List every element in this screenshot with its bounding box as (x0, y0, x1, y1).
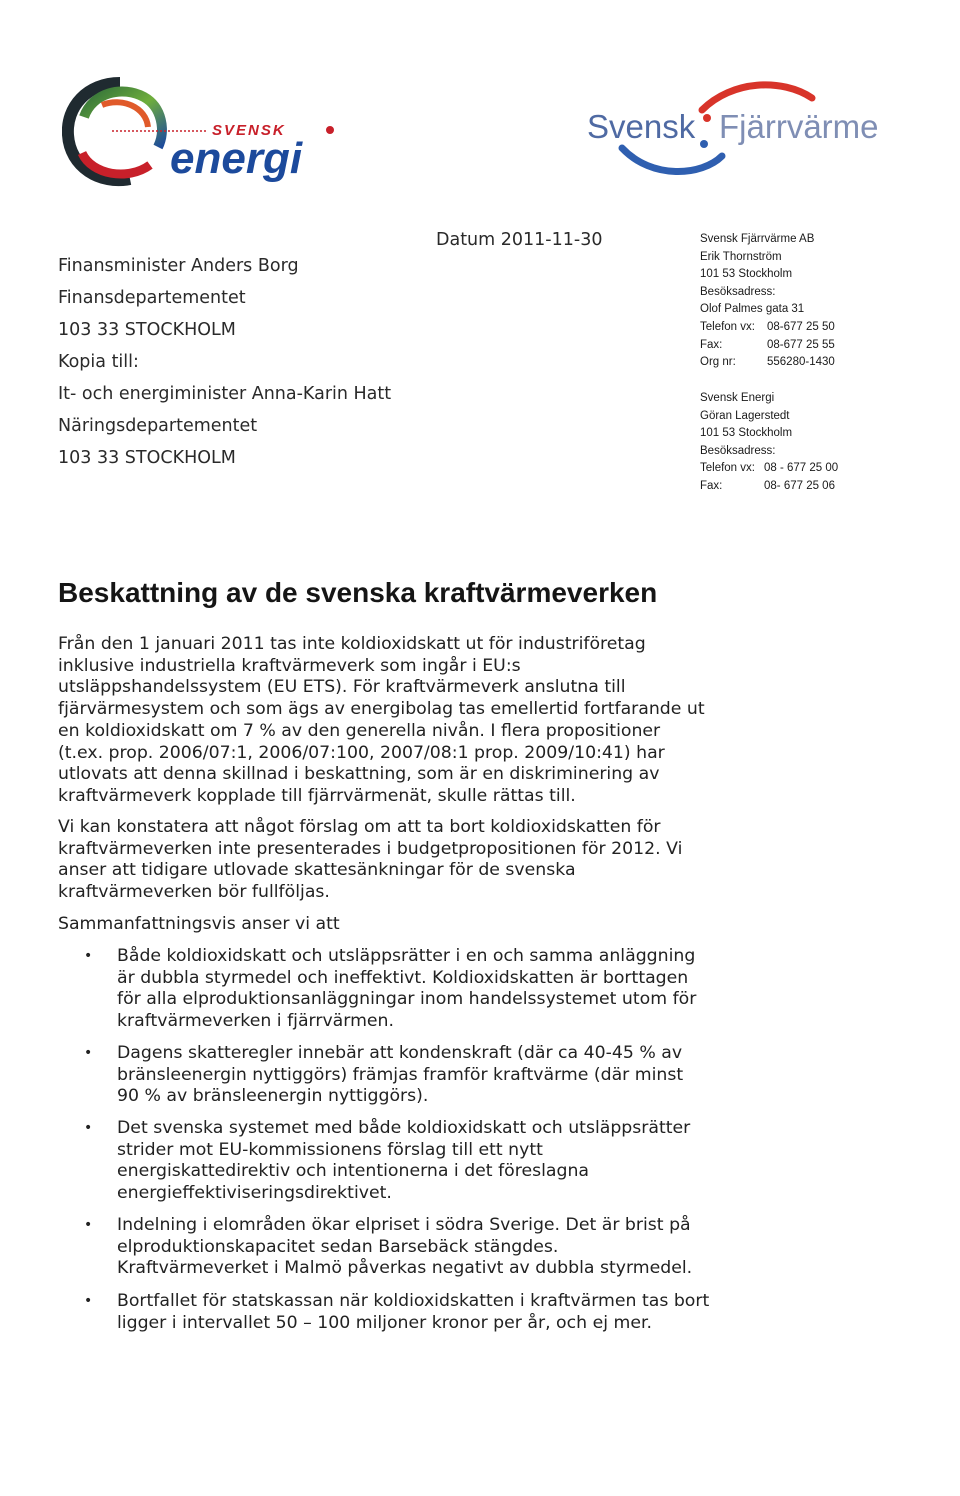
bullet-dot: • (84, 948, 93, 964)
bullet-line: kraftvärmeverken i fjärrvärmen. (117, 1011, 394, 1032)
paragraph-line: kraftvärmeverk kopplade till fjärrvärmenät, skulle rättas till. (58, 785, 576, 806)
logo-word-energi: energi (170, 134, 303, 183)
paragraph-line: kraftvärmeverken inte presenterades i budgetpropositionen för 2012. Vi (58, 838, 683, 859)
bullet-line: energiskattedirektiv och intentionerna i det föreslagna (117, 1161, 589, 1182)
paragraph-line: kraftvärmeverken bör fullföljas. (58, 882, 330, 903)
sender-fax-label: Fax: (700, 479, 723, 492)
recipient-line: Kopia till: (58, 352, 139, 372)
sender-postal: 101 53 Stockholm (700, 268, 793, 281)
sender-orgnr-label: Org nr: (700, 356, 736, 369)
sender-name: Göran Lagerstedt (700, 409, 790, 422)
recipient-line: 103 33 STOCKHOLM (58, 448, 236, 468)
recipient-line: Finansminister Anders Borg (58, 256, 299, 276)
paragraph-line: inklusive industriella kraftvärmeverk som ingår i EU:s (58, 655, 521, 676)
bullet-line: Kraftvärmeverket i Malmö påverkas negativt av dubbla styrmedel. (117, 1258, 693, 1279)
recipient-line: Näringsdepartementet (58, 416, 258, 436)
bullet-line: Det svenska systemet med både koldioxidskatt och utsläppsrätter (117, 1118, 691, 1138)
recipient-address (58, 250, 391, 474)
sender-orgnr: 556280-1430 (767, 356, 835, 369)
paragraph-line: anser att tidigare utlovade skattesänkningar för de svenska (58, 860, 576, 881)
paragraph-line: (t.ex. prop. 2006/07:1, 2006/07:100, 2007/08:1 prop. 2009/10:41) har (58, 742, 665, 763)
paragraph-line: en koldioxidskatt om 7 % av den generella nivån. I flera propositioner (58, 720, 661, 741)
recipient-line: 103 33 STOCKHOLM (58, 320, 236, 340)
sender-visit-address: Olof Palmes gata 31 (700, 303, 805, 316)
body-paragraph (58, 817, 738, 904)
svensk-energi-logo (62, 75, 342, 190)
paragraph-line: utsläppshandelssystem (EU ETS). För kraftvärmeverk anslutna till (58, 677, 626, 698)
sender-phone-label: Telefon vx: (700, 320, 755, 333)
sender-fax-label: Fax: (700, 338, 723, 351)
bullet-dot: • (84, 1120, 93, 1136)
sender-org: Svensk Energi (700, 392, 775, 404)
sender-phone: 08 - 677 25 00 (764, 462, 839, 475)
sender-name: Erik Thornström (700, 250, 782, 263)
bullet-line: strider mot EU-kommissionens förslag till ett nytt (117, 1139, 543, 1160)
bullet-line: Dagens skatteregler innebär att kondenskraft (där ca 40-45 % av (117, 1043, 683, 1063)
recipient-line: It- och energiminister Anna-Karin Hatt (58, 384, 392, 404)
sender-org: Svensk Fjärrvärme AB (700, 233, 815, 245)
paragraph-line: Vi kan konstatera att något förslag om att ta bort koldioxidskatten för (58, 817, 661, 837)
bullet-line: bränsleenergin nyttiggörs) främjas framför kraftvärme (där minst (117, 1064, 684, 1085)
sender-visit-label: Besöksadress: (700, 285, 776, 298)
sender-block-fjarrvarme (700, 231, 835, 372)
sender-fax: 08-677 25 55 (767, 338, 835, 351)
sender-postal: 101 53 Stockholm (700, 427, 793, 440)
letter-date: Datum 2011-11-30 (436, 230, 603, 250)
bullet-line: för alla elproduktionsanläggningar inom handelssystemet utom för (117, 989, 697, 1010)
bullet-line: elproduktionskapacitet sedan Barsebäck stängdes. (117, 1236, 559, 1257)
paragraph-line: fjärvärmesystem och som ägs av energibolag tas emellertid fortfarande ut (58, 699, 705, 720)
body-paragraph (58, 634, 738, 808)
paragraph-line: Från den 1 januari 2011 tas inte koldioxidskatt ut för industriföretag (58, 634, 646, 654)
bullet-line: ligger i intervallet 50 – 100 miljoner kronor per år, och ej mer. (117, 1312, 652, 1333)
logo-word-svensk: SVENSK (212, 122, 286, 139)
paragraph-line: utlovats att denna skillnad i beskattning, som är en diskriminering av (58, 764, 660, 785)
sender-visit-label: Besöksadress: (700, 444, 776, 457)
paragraph-line: Sammanfattningsvis anser vi att (58, 914, 340, 934)
document-title: Beskattning av de svenska kraftvärmeverken (58, 577, 658, 608)
bullet-line: Både koldioxidskatt och utsläppsrätter i en och samma anläggning (117, 946, 696, 966)
bullet-line: Bortfallet för statskassan när koldioxidskatten i kraftvärmen tas bort (117, 1291, 710, 1311)
bullet-line: är dubbla styrmedel och ineffektivt. Koldioxidskatten är borttagen (117, 967, 689, 988)
bullet-dot: • (84, 1293, 93, 1309)
logo-word-svensk2: Svensk (587, 108, 696, 145)
bullet-line: Indelning i elområden ökar elpriset i södra Sverige. Det är brist på (117, 1215, 691, 1235)
sender-block-energi (700, 390, 838, 496)
summary-lead (58, 914, 738, 936)
bullet-line: 90 % av bränsleenergin nyttiggörs). (117, 1086, 429, 1107)
svensk-fjarrvarme-logo (582, 70, 912, 185)
bullet-line: energieffektiviseringsdirektivet. (117, 1183, 392, 1204)
bullet-dot: • (84, 1217, 93, 1233)
recipient-line: Finansdepartementet (58, 288, 246, 308)
sender-phone: 08-677 25 50 (767, 320, 835, 333)
sender-fax: 08- 677 25 06 (764, 479, 835, 492)
bullet-dot: • (84, 1045, 93, 1061)
logo-word-fjarrvarme: Fjärrvärme (719, 108, 879, 145)
sender-phone-label: Telefon vx: (700, 462, 755, 475)
